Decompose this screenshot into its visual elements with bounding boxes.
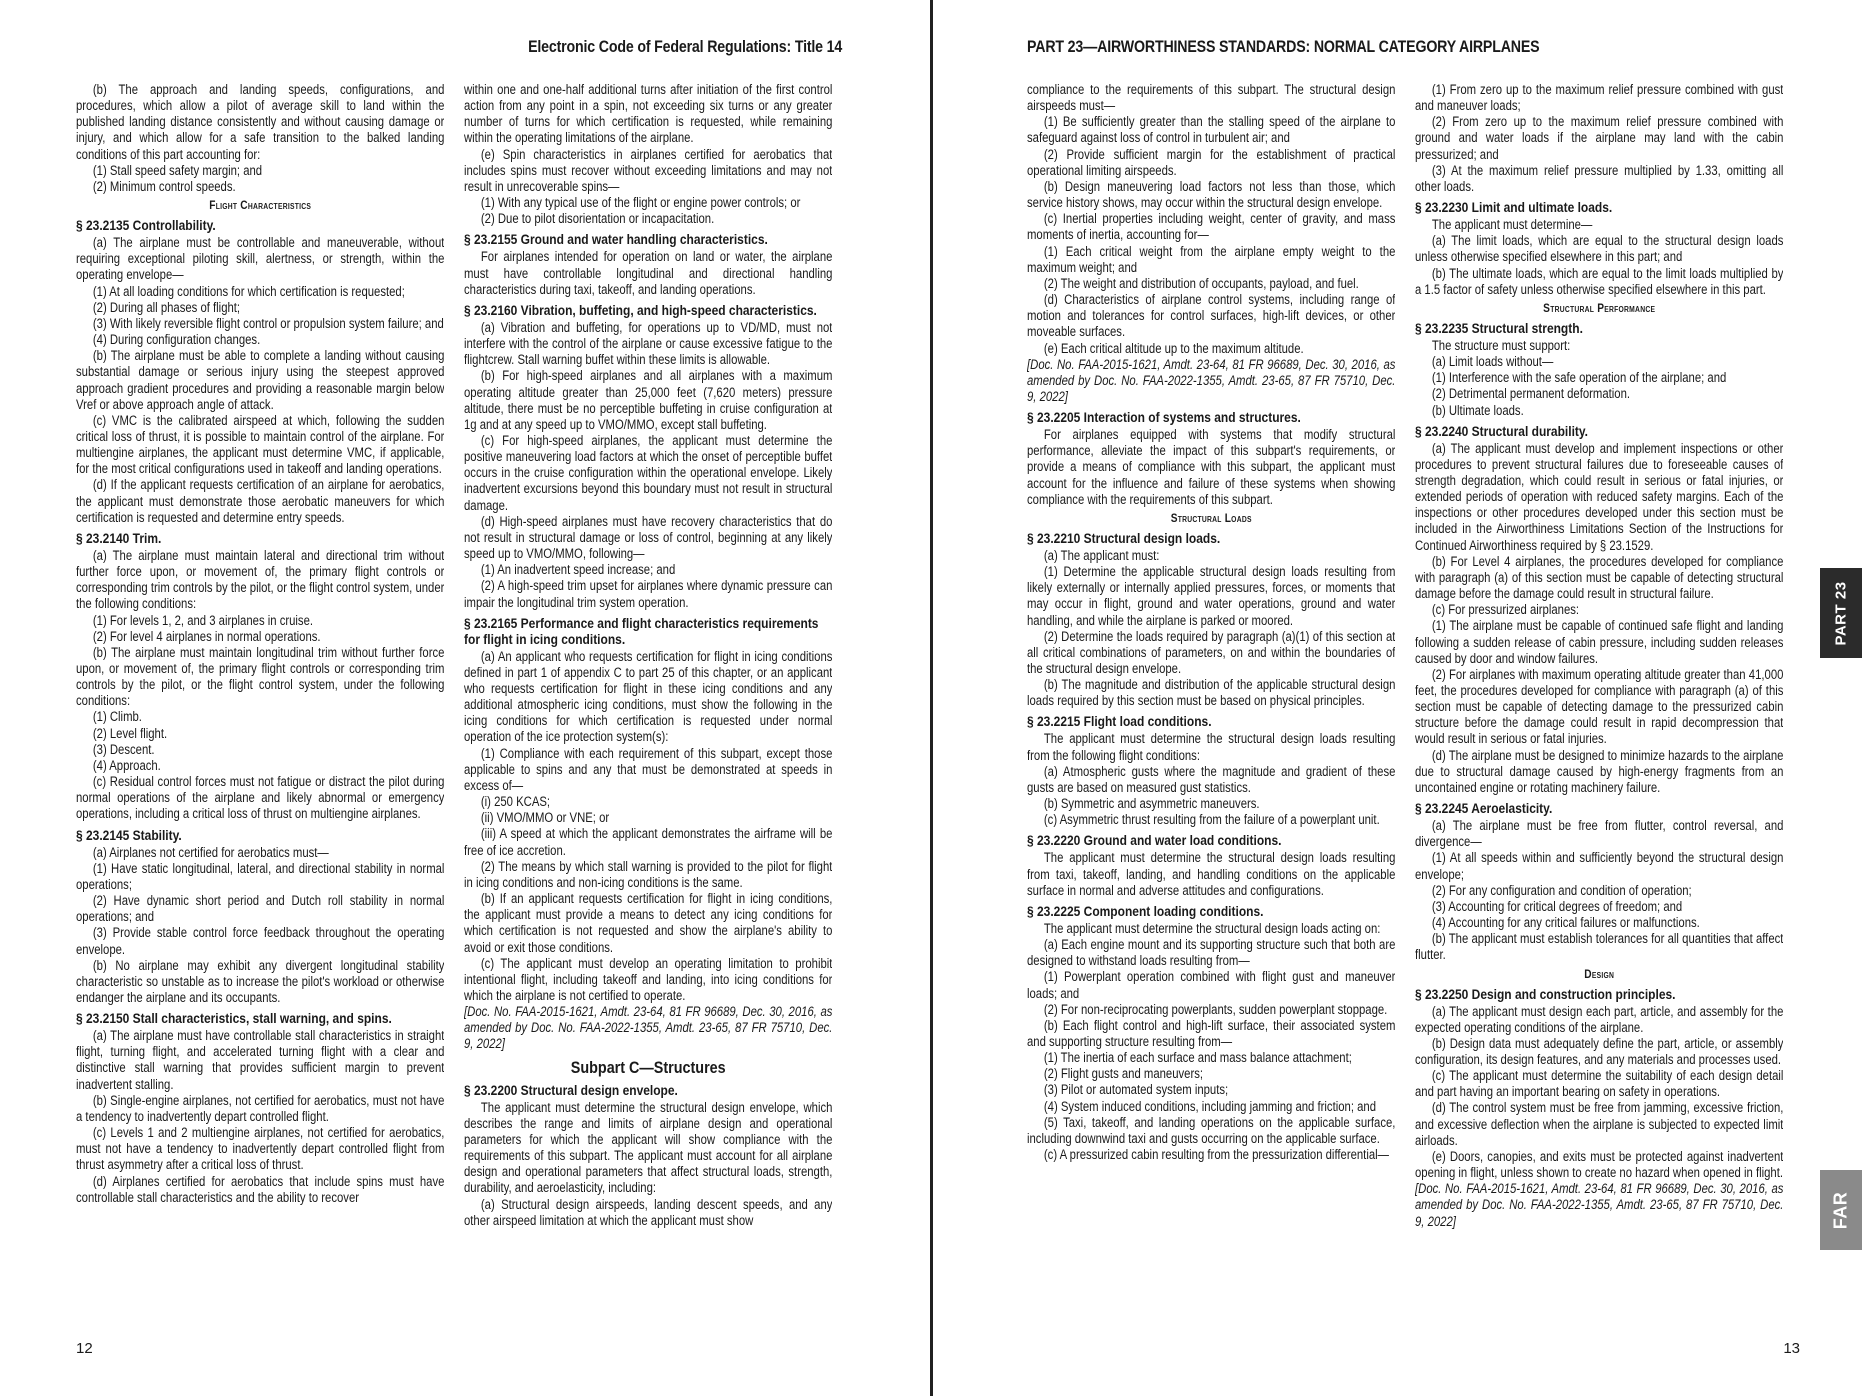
division-heading: Flight Characteristics [209, 198, 312, 213]
paragraph: (1) For levels 1, 2, and 3 airplanes in cruise. [92, 612, 314, 628]
paragraph: The applicant must determine the structural design loads acting on: [1043, 920, 1381, 936]
tab-label: PART 23 [1832, 580, 1850, 646]
paragraph: (1) Climb. [92, 709, 142, 725]
paragraph: (a) Vibration and buffeting, for operations up to VD/MD, must not interfere with the control of the airplane or cause excessive fatigue to the flightcrew. Stall warning buffet within these limits is allowable. [464, 319, 832, 368]
paragraph: (b) If an applicant requests certification for flight in icing conditions, the applicant must provide a means to detect any icing conditions for which certification is not requested and show the airplane's ability to avoid or exit those conditions. [464, 891, 832, 955]
paragraph: (1) From zero up to the maximum relief pressure combined with gust and maneuver loads; [1415, 82, 1783, 114]
paragraph: (2) Due to pilot disorientation or incapacitation. [480, 211, 715, 227]
paragraph: (2) The weight and distribution of occupants, payload, and fuel. [1043, 275, 1359, 291]
paragraph: (d) If the applicant requests certification of an airplane for aerobatics, the applicant must demonstrate those aerobatic maneuvers for which certification is requested and determine entry speeds. [76, 477, 444, 525]
paragraph: (2) Level flight. [92, 725, 168, 741]
paragraph: (4) Approach. [92, 757, 161, 773]
paragraph: (1) With any typical use of the flight or engine power controls; or [480, 195, 801, 211]
text-column-3 [1027, 82, 1395, 1354]
section-heading: § 23.2150 Stall characteristics, stall warning, and spins. [76, 1011, 392, 1028]
paragraph: within one and one-half additional turns after initiation of the first control action from any point in a spin, not exceeding six turns or any greater number of turns for which certification is requested, while remaining within the operating limitations of the airplane. [464, 82, 832, 146]
running-head: PART 23—AIRWORTHINESS STANDARDS: NORMAL CATEGORY AIRPLANES [1027, 38, 1540, 56]
paragraph: (3) At the maximum relief pressure multiplied by 1.33, omitting all other loads. [1415, 162, 1783, 194]
paragraph: (1) Compliance with each requirement of this subpart, except those applicable to spins and any that must be demonstrated at speeds in excess of— [464, 745, 832, 793]
paragraph: (e) Doors, canopies, and exits must be protected against inadvertent opening in flight, unless shown to create no hazard when opened in flight. [1415, 1148, 1783, 1181]
paragraph: (2) Minimum control speeds. [92, 178, 236, 194]
paragraph: (4) During configuration changes. [92, 332, 261, 348]
section-heading: § 23.2250 Design and construction principles. [1415, 986, 1676, 1003]
paragraph: (2) Determine the loads required by paragraph (a)(1) of this section at all critical combinations of parameters, on and within the boundaries of the structural design envelope. [1027, 628, 1395, 676]
part-23-thumb-tab [1820, 568, 1862, 658]
paragraph: (c) The applicant must develop an operating limitation to prohibit intentional flight, including takeoff and landing, into icing conditions for which the airplane is not certified to operate. [464, 955, 832, 1003]
section-heading: § 23.2210 Structural design loads. [1027, 530, 1221, 547]
section-heading: § 23.2155 Ground and water handling characteristics. [464, 232, 768, 249]
paragraph: (2) A high-speed trim upset for airplanes where dynamic pressure can impair the longitudinal trim system operation. [464, 578, 832, 610]
paragraph: (a) Structural design airspeeds, landing descent speeds, and any other airspeed limitation at which the applicant must show [464, 1196, 832, 1228]
paragraph: (3) Accounting for critical degrees of freedom; and [1431, 898, 1683, 914]
citation: [Doc. No. FAA-2015-1621, Amdt. 23-64, 81 FR 96689, Dec. 30, 2016, as amended by Doc. No. FAA-2022-1355, Amdt. 23-65, 87 FR 75710, Dec. 9, 2022] [1027, 356, 1395, 404]
paragraph: (d) The control system must be free from jamming, excessive friction, and excessive deflection when the airplane is subjected to expected limit airloads. [1415, 1100, 1783, 1148]
paragraph: (1) Determine the applicable structural design loads resulting from likely externally or internally applied pressures, forces, or moments that may occur in flight, ground and water operations, ground and water handling, and while the airplane is parked or moored. [1027, 564, 1395, 628]
paragraph: (i) 250 KCAS; [480, 794, 551, 810]
paragraph: (2) Provide sufficient margin for the establishment of practical operational limiting airspeeds. [1027, 146, 1395, 178]
section-heading: § 23.2135 Controllability. [76, 218, 216, 235]
citation: [Doc. No. FAA-2015-1621, Amdt. 23-64, 81 FR 96689, Dec. 30, 2016, as amended by Doc. No. FAA-2022-1355, Amdt. 23-65, 87 FR 75710, Dec. 9, 2022] [1415, 1181, 1783, 1229]
section-heading: § 23.2240 Structural durability. [1415, 423, 1589, 440]
paragraph: (b) Symmetric and asymmetric maneuvers. [1043, 796, 1260, 812]
paragraph: (1) Be sufficiently greater than the stalling speed of the airplane to safeguard against loss of control in turbulent air; and [1027, 114, 1395, 146]
paragraph: The applicant must determine the structural design loads resulting from the following flight conditions: [1027, 731, 1395, 763]
paragraph: (d) Characteristics of airplane control systems, including range of motion and tolerances for control surfaces, high-lift devices, or other moveable surfaces. [1027, 292, 1395, 340]
division-heading: Structural Loads [1170, 510, 1252, 525]
paragraph: (1) Interference with the safe operation of the airplane; and [1431, 370, 1727, 386]
paragraph: (b) Ultimate loads. [1431, 402, 1524, 418]
paragraph: (4) System induced conditions, including jamming and friction; and [1043, 1098, 1376, 1114]
paragraph: (2) Detrimental permanent deformation. [1431, 386, 1631, 402]
paragraph: (a) The limit loads, which are equal to the structural design loads unless otherwise specified elsewhere in this part; and [1415, 233, 1783, 265]
section-heading: § 23.2160 Vibration, buffeting, and high-speed characteristics. [464, 302, 817, 319]
paragraph: (1) Each critical weight from the airplane empty weight to the maximum weight; and [1027, 243, 1395, 275]
paragraph: (1) Have static longitudinal, lateral, and directional stability in normal operations; [76, 860, 444, 892]
section-heading: § 23.2145 Stability. [76, 827, 182, 844]
paragraph: (b) The ultimate loads, which are equal to the limit loads multiplied by a 1.5 factor of safety unless otherwise specified elsewhere in this part. [1415, 265, 1783, 297]
paragraph: The structure must support: [1431, 337, 1571, 353]
paragraph: (2) For any configuration and condition of operation; [1431, 882, 1692, 898]
paragraph: (5) Taxi, takeoff, and landing operations on the applicable surface, including downwind taxi and gusts occurring on the applicable surface. [1027, 1114, 1395, 1146]
paragraph: (a) The airplane must maintain lateral and directional trim without further force upon, or movement of, the primary flight controls or corresponding trim controls by the pilot, or the flight control system, under the following conditions: [76, 547, 444, 612]
paragraph: (b) Design maneuvering load factors not less than those, which service history shows, may occur within the structural design envelope. [1027, 178, 1395, 211]
paragraph: (1) The inertia of each surface and mass balance attachment; [1043, 1050, 1352, 1066]
paragraph: (a) Airplanes not certified for aerobatics must— [92, 844, 329, 860]
paragraph: (c) Residual control forces must not fatigue or distract the pilot during normal operations of the airplane and likely abnormal or emergency operations, including a critical loss of thrust on multiengine airplanes. [76, 774, 444, 822]
division-heading: Design [1584, 966, 1615, 981]
paragraph: (1) At all loading conditions for which certification is requested; [92, 283, 405, 299]
paragraph: (1) The airplane must be capable of continued safe flight and landing following a sudden release of cabin pressure, including sudden releases caused by door and window failures. [1415, 618, 1783, 666]
paragraph: (a) The airplane must have controllable stall characteristics in straight flight, turning flight, and accelerated turning flight with a clear and distinctive stall warning that provides sufficient margin to prevent inadvertent stalling. [76, 1028, 444, 1092]
paragraph: (2) Have dynamic short period and Dutch roll stability in normal operations; and [76, 893, 444, 925]
paragraph: (b) The magnitude and distribution of the applicable structural design loads required by this section must be based on physical principles. [1027, 677, 1395, 709]
paragraph: (b) The applicant must establish tolerances for all quantities that affect flutter. [1415, 931, 1783, 963]
paragraph: (a) The airplane must be free from flutter, control reversal, and divergence— [1415, 818, 1783, 850]
paragraph: (b) The approach and landing speeds, configurations, and procedures, which allow a pilot of average skill to land within the published landing distance consistently and without causing damage or injury, and which allow for a safe transition to the balked landing conditions of this part accounting for: [76, 82, 444, 162]
paragraph: (b) Single-engine airplanes, not certified for aerobatics, must not have a tendency to inadvertently depart controlled flight. [76, 1092, 444, 1124]
section-heading: § 23.2200 Structural design envelope. [464, 1082, 678, 1099]
paragraph: (b) Design data must adequately define the part, article, or assembly configuration, its design features, and any materials and processes used. [1415, 1035, 1783, 1067]
paragraph: (1) At all speeds within and sufficiently beyond the structural design envelope; [1415, 850, 1783, 882]
paragraph: (b) No airplane may exhibit any divergent longitudinal stability characteristic so unstable as to increase the pilot's workload or otherwise endanger the airplane and its occupants. [76, 957, 444, 1005]
section-heading: § 23.2205 Interaction of systems and structures. [1027, 410, 1301, 427]
paragraph: (b) The airplane must maintain longitudinal trim without further force upon, or movement of, the primary flight controls or corresponding trim controls by the pilot, or the flight control system, under the following conditions: [76, 644, 444, 709]
paragraph: (2) From zero up to the maximum relief pressure combined with ground and water loads if the airplane may land with the cabin pressurized; and [1415, 114, 1783, 162]
paragraph: (d) High-speed airplanes must have recovery characteristics that do not result in structural damage or loss of control, beginning at any likely speed up to VMO/MMO, following— [464, 513, 832, 562]
paragraph: (c) Asymmetric thrust resulting from the failure of a powerplant unit. [1043, 812, 1380, 828]
paragraph: (b) Each flight control and high-lift surface, their associated system and supporting structure resulting from— [1027, 1017, 1395, 1049]
paragraph: (e) Spin characteristics in airplanes certified for aerobatics that includes spins must recover without exceeding limitations and may not result in unrecoverable spins— [464, 146, 832, 194]
paragraph: (a) Limit loads without— [1431, 354, 1554, 370]
paragraph: (c) For pressurized airplanes: [1431, 602, 1580, 618]
paragraph: (d) Airplanes certified for aerobatics that include spins must have controllable stall characteristics and the ability to recover [76, 1173, 444, 1205]
paragraph: (3) Pilot or automated system inputs; [1043, 1082, 1229, 1098]
section-heading: § 23.2220 Ground and water load conditions. [1027, 833, 1282, 850]
section-heading: § 23.2215 Flight load conditions. [1027, 714, 1212, 731]
division-heading: Structural Performance [1543, 300, 1656, 315]
paragraph: (e) Each critical altitude up to the maximum altitude. [1043, 340, 1304, 356]
paragraph: (2) For level 4 airplanes in normal operations. [92, 628, 321, 644]
section-heading: § 23.2165 Performance and flight characteristics requirements for flight in icing conditions. [464, 615, 819, 648]
paragraph: (3) With likely reversible flight control or propulsion system failure; and [92, 315, 444, 331]
section-heading: § 23.2235 Structural strength. [1415, 320, 1583, 337]
left-page [0, 0, 930, 1396]
text-column-2 [464, 82, 832, 1354]
paragraph: The applicant must determine the structural design loads resulting from taxi, takeoff, landing, and handling conditions on the applicable surface in normal and adverse attitudes and configurations. [1027, 850, 1395, 898]
text-column-1 [76, 82, 444, 1354]
section-heading: § 23.2230 Limit and ultimate loads. [1415, 200, 1613, 217]
paragraph: (2) For non-reciprocating powerplants, sudden powerplant stoppage. [1043, 1001, 1388, 1017]
paragraph: (d) The airplane must be designed to minimize hazards to the airplane due to structural damage caused by high-energy fragments from an uncontained engine or rotating machinery failure. [1415, 747, 1783, 795]
paragraph: (iii) A speed at which the applicant demonstrates the airframe will be free of ice accretion. [464, 826, 832, 858]
paragraph: (c) For high-speed airplanes, the applicant must determine the positive maneuvering load factors at which the onset of perceptible buffet occurs in the cruise configuration within the operational envelope. Likely inadvertent excursions beyond this boundary must not result in structural damage. [464, 432, 832, 513]
paragraph: (b) For high-speed airplanes and all airplanes with a maximum operating altitude greater than 25,000 feet (7,620 meters) pressure altitude, there must be no perceptible buffeting in cruise configuration at 1g and at any speed up to VMO/MMO, except stall buffeting. [464, 368, 832, 432]
paragraph: (2) Flight gusts and maneuvers; [1043, 1066, 1204, 1082]
paragraph: (1) Stall speed safety margin; and [92, 162, 263, 178]
paragraph: The applicant must determine— [1431, 217, 1593, 233]
paragraph: (b) For Level 4 airplanes, the procedures developed for compliance with paragraph (a) of this section must be capable of detecting structural damage before the damage could result in structural failure. [1415, 553, 1783, 602]
paragraph: (2) For airplanes with maximum operating altitude greater than 41,000 feet, the procedures developed for compliance with paragraph (a) of this section must be capable of detecting damage to the pressurized cabin structure before the damage could result in rapid decompression that would result in serious or fatal injuries. [1415, 666, 1783, 747]
tab-label: FAR [1830, 1191, 1851, 1229]
running-head: Electronic Code of Federal Regulations: Title 14 [528, 38, 842, 56]
paragraph: (4) Accounting for any critical failures or malfunctions. [1431, 915, 1700, 931]
paragraph: (2) During all phases of flight; [92, 299, 241, 315]
page-number: 13 [1783, 1340, 1800, 1357]
paragraph: compliance to the requirements of this subpart. The structural design airspeeds must— [1027, 82, 1395, 114]
text-column-4 [1415, 82, 1783, 1354]
paragraph: (c) The applicant must determine the suitability of each design detail and part having an important bearing on safety in operations. [1415, 1068, 1783, 1100]
paragraph: (ii) VMO/MMO or VNE; or [480, 810, 610, 826]
paragraph: (a) The applicant must develop and implement inspections or other procedures to prevent structural failures due to foreseeable causes of strength degradation, which could result in serious or fatal injuries, or extended periods of operation with reduced safety margins. Each of the inspections or other procedures developed under this section must be included in the Airworthiness Limitations Section of the Instructions for Continued Airworthiness required by § 23.1529. [1415, 440, 1783, 553]
paragraph: (b) The airplane must be able to complete a landing without causing substantial damage or serious injury using the steepest approved approach gradient procedures and providing a reasonable margin below Vref or above approach angle of attack. [76, 348, 444, 412]
section-heading: § 23.2245 Aeroelasticity. [1415, 801, 1553, 818]
citation: [Doc. No. FAA-2015-1621, Amdt. 23-64, 81 FR 96689, Dec. 30, 2016, as amended by Doc. No. FAA-2022-1355, Amdt. 23-65, 87 FR 75710, Dec. 9, 2022] [464, 1004, 832, 1052]
paragraph: (3) Provide stable control force feedback throughout the operating envelope. [76, 925, 444, 957]
paragraph: (c) A pressurized cabin resulting from the pressurization differential— [1043, 1147, 1389, 1163]
subpart-heading: Subpart C—Structures [570, 1057, 726, 1077]
paragraph: For airplanes equipped with systems that modify structural performance, alleviate the impact of this subpart's requirements, or provide a means of compliance with this subpart, the applicant must account for the influence and failure of these systems when showing compliance with the requirements of this subpart. [1027, 427, 1395, 507]
far-thumb-tab [1820, 1170, 1862, 1250]
paragraph: (a) An applicant who requests certification for flight in icing conditions defined in part 1 of appendix C to part 25 of this chapter, or an applicant who requests certification for flight in these icing conditions and any additional atmospheric icing conditions, must show the following in the icing conditions for which certification is requested under normal operation of the ice protection system(s): [464, 648, 832, 745]
paragraph: (a) Each engine mount and its supporting structure such that both are designed to withstand loads resulting from— [1027, 937, 1395, 969]
paragraph: (c) Inertial properties including weight, center of gravity, and mass moments of inertia, accounting for— [1027, 211, 1395, 243]
paragraph: (1) Powerplant operation combined with flight gust and maneuver loads; and [1027, 969, 1395, 1001]
paragraph: The applicant must determine the structural design envelope, which describes the range and limits of airplane design and operational parameters for which the applicant will show compliance with the requirements of this subpart. The applicant must account for all airplane design and operational parameters that affect structural loads, strength, durability, and aeroelasticity, including: [464, 1099, 832, 1196]
paragraph: (3) Descent. [92, 741, 155, 757]
paragraph: (c) VMC is the calibrated airspeed at which, following the sudden critical loss of thrust, it is possible to maintain control of the airplane. For multiengine airplanes, the applicant must determine VMC, if applicable, for the most critical configurations used in takeoff and landing operations. [76, 412, 444, 477]
right-page [933, 0, 1862, 1396]
paragraph: (a) The applicant must: [1043, 547, 1160, 563]
paragraph: For airplanes intended for operation on land or water, the airplane must have controllable longitudinal and directional handling characteristics during taxi, takeoff, and landing operations. [464, 249, 832, 297]
paragraph: (c) Levels 1 and 2 multiengine airplanes, not certified for aerobatics, must not have a tendency to inadvertently depart controlled flight from thrust asymmetry after a critical loss of thrust. [76, 1125, 444, 1173]
paragraph: (2) The means by which stall warning is provided to the pilot for flight in icing conditions and non-icing conditions is the same. [464, 858, 832, 890]
paragraph: (1) An inadvertent speed increase; and [480, 562, 676, 578]
paragraph: (a) The airplane must be controllable and maneuverable, without requiring exceptional piloting skill, alertness, or strength, within the operating envelope— [76, 235, 444, 283]
paragraph: (a) Atmospheric gusts where the magnitude and gradient of these gusts are based on measured gust statistics. [1027, 763, 1395, 795]
section-heading: § 23.2225 Component loading conditions. [1027, 903, 1264, 920]
paragraph: (a) The applicant must design each part, article, and assembly for the expected operating conditions of the airplane. [1415, 1003, 1783, 1035]
page-number: 12 [76, 1340, 93, 1357]
section-heading: § 23.2140 Trim. [76, 530, 162, 547]
